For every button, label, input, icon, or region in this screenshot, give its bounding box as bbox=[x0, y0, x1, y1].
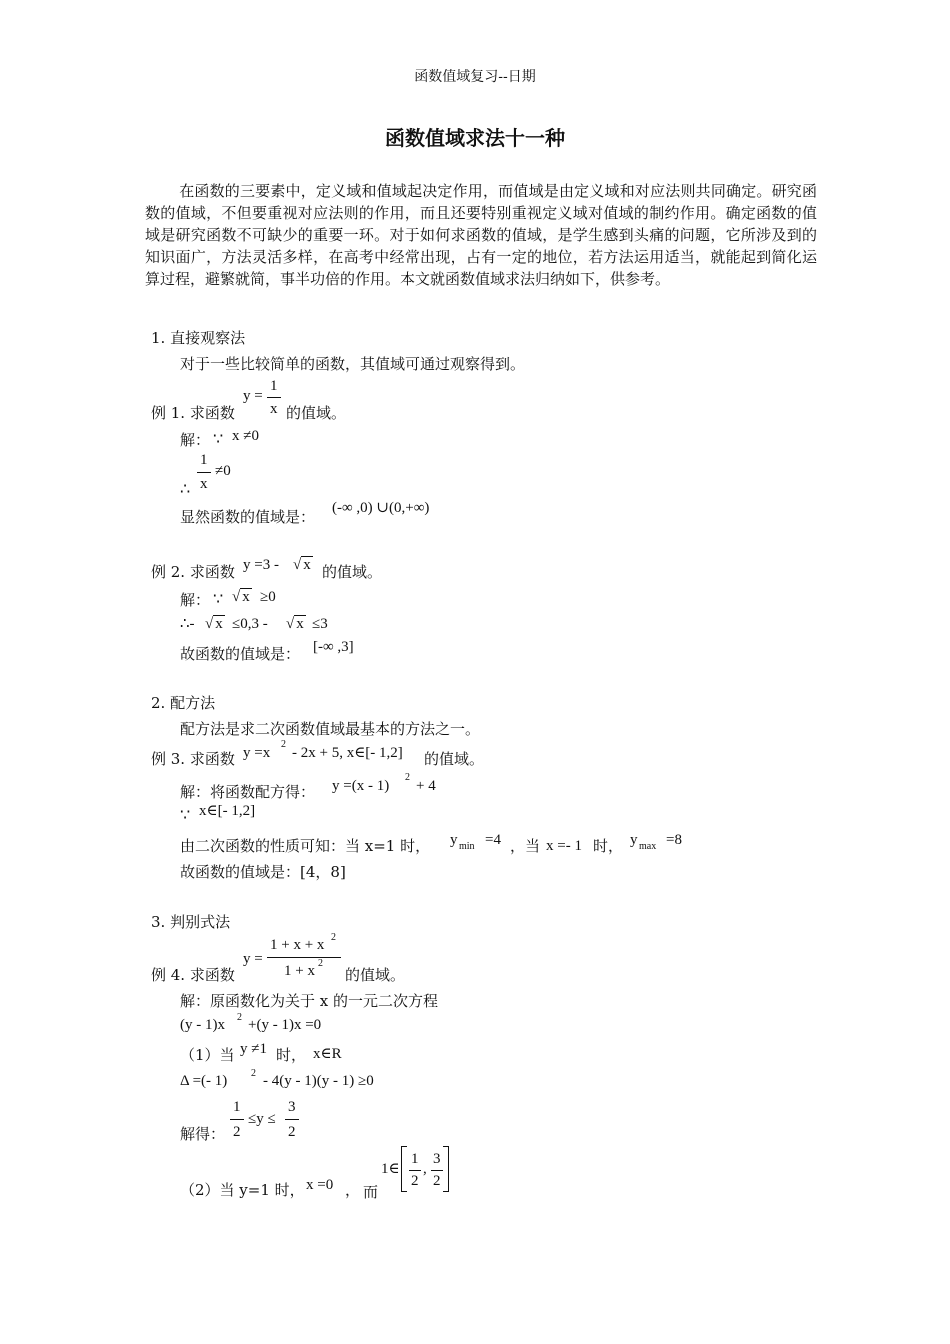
ex1-x-neq0: x ≠0 bbox=[232, 428, 259, 444]
ex4-den-square: 2 bbox=[318, 958, 323, 969]
ex1-y: y = bbox=[243, 388, 263, 404]
ex3-suffix: 的值域。 bbox=[424, 750, 485, 768]
ex2-result-label: 故函数的值域是： bbox=[180, 645, 301, 663]
ymax-value: =8 bbox=[666, 832, 682, 848]
section-1-desc: 对于一些比较简单的函数，其值域可通过观察得到。 bbox=[180, 355, 526, 373]
case1-when: 时， bbox=[276, 1046, 307, 1064]
ex4-solution-label: 解：原函数化为关于 x 的一元二次方程 bbox=[180, 992, 438, 1010]
ex2-sqrt: √ x bbox=[293, 557, 311, 573]
ex1-step2-neq: ≠0 bbox=[215, 463, 231, 479]
ex2-line3-c: ≤3 bbox=[312, 616, 328, 632]
delta-b: - 4(y - 1)(y - 1) ≥0 bbox=[263, 1073, 374, 1089]
therefore-symbol: ∴ bbox=[180, 479, 191, 498]
solve-den-2: 2 bbox=[288, 1124, 296, 1140]
ex3-line3-c: 时， bbox=[593, 837, 624, 855]
ymin-value: =4 bbox=[485, 832, 501, 848]
ex3-solution-formula-b: + 4 bbox=[416, 778, 436, 794]
interval-num-1: 1 bbox=[411, 1151, 419, 1167]
section-2-heading: 2. 配方法 bbox=[151, 694, 216, 712]
ymin-subscript: min bbox=[459, 841, 475, 852]
ex3-square: 2 bbox=[281, 739, 286, 750]
solve-num-1: 1 bbox=[233, 1099, 241, 1115]
ex4-eq-square: 2 bbox=[237, 1012, 242, 1023]
ex2-formula: y =3 - bbox=[243, 557, 279, 573]
ex2-sqrt-4: √ x bbox=[286, 616, 304, 632]
ex4-equation-a: (y - 1)x bbox=[180, 1017, 225, 1033]
ex1-suffix: 的值域。 bbox=[286, 404, 347, 422]
ex2-sqrt-2: √ x bbox=[232, 589, 250, 605]
case2-one-in: 1∈ bbox=[381, 1161, 400, 1177]
ymax-subscript: max bbox=[639, 841, 657, 852]
ex2-line3-b: ≤0,3 - bbox=[232, 616, 268, 632]
ex1-step2-num: 1 bbox=[200, 452, 208, 468]
ex3-formula-a: y =x bbox=[243, 745, 271, 761]
ex4-y: y = bbox=[243, 951, 263, 967]
interval-bar-2 bbox=[431, 1170, 443, 1171]
ex3-solution-formula-a: y =(x - 1) bbox=[332, 778, 390, 794]
case1-label: （1）当 bbox=[180, 1046, 235, 1064]
section-3-heading: 3. 判别式法 bbox=[151, 913, 231, 931]
page-header: 函数值域复习--日期 bbox=[414, 69, 536, 85]
because-symbol-3: ∵ bbox=[180, 805, 191, 824]
ex3-solution-label: 解：将函数配方得： bbox=[180, 783, 316, 801]
case2-label: （2）当 y=1 时， bbox=[180, 1181, 305, 1199]
ex4-equation-b: +(y - 1)x =0 bbox=[248, 1017, 322, 1033]
delta-a: Δ =(- 1) bbox=[180, 1073, 228, 1089]
case2-and: 而 bbox=[363, 1183, 379, 1201]
solve-bar-1 bbox=[230, 1119, 244, 1120]
ex2-line3-a: ∴- bbox=[180, 616, 195, 632]
ex1-denominator: x bbox=[270, 401, 278, 417]
ex2-sqrt-3: √ x bbox=[205, 616, 223, 632]
section-1-heading: 1. 直接观察法 bbox=[151, 329, 246, 347]
ex4-numerator: 1 + x + x bbox=[270, 937, 325, 953]
ex2-solution-label: 解： bbox=[180, 591, 211, 609]
interval-right-bracket bbox=[443, 1146, 449, 1192]
ex4-fraction-bar bbox=[267, 957, 341, 958]
interval-num-2: 3 bbox=[433, 1151, 441, 1167]
ex1-numerator: 1 bbox=[270, 378, 278, 394]
ex2-label: 例 2. 求函数 bbox=[151, 563, 235, 581]
solve-bar-2 bbox=[285, 1119, 299, 1120]
ex1-step2-bar bbox=[197, 472, 211, 473]
ex1-result: (-∞ ,0) ∪(0,+∞) bbox=[332, 500, 430, 516]
ex1-solution-label: 解： bbox=[180, 431, 211, 449]
ex2-geq0: ≥0 bbox=[260, 589, 276, 605]
ex4-denominator: 1 + x bbox=[284, 963, 315, 979]
solve-inequality: ≤y ≤ bbox=[248, 1111, 276, 1127]
solve-den-1: 2 bbox=[233, 1124, 241, 1140]
interval-left-bracket bbox=[401, 1146, 407, 1192]
because-symbol: ∵ bbox=[213, 429, 224, 448]
interval-den-1: 2 bbox=[411, 1173, 419, 1189]
case2-comma: ， bbox=[345, 1181, 361, 1199]
ex1-fraction-bar bbox=[267, 397, 281, 398]
interval-bar-1 bbox=[409, 1170, 421, 1171]
intro-paragraph: 在函数的三要素中，定义域和值域起决定作用，而值域是由定义域和对应法则共同确定。研究函数的值域，不但要重视对应法则的作用，而且还要特别重视定义域对值域的制约作用。确定函数的值域是研究函数不可缺少的重要一环。对于如何求函数的值域，是学生感到头痛的问题，它所涉及到的知识面广，方法灵活多样，在高考中经常出现，占有一定的地位，若方法运用适当，就能起到简化运算过程，避繁就简，事半功倍的作用。本文就函数值域求法归纳如下，供参考。 bbox=[145, 182, 817, 288]
ex3-label: 例 3. 求函数 bbox=[151, 750, 235, 768]
case1-x-real: x∈R bbox=[313, 1046, 342, 1062]
interval-comma: , bbox=[423, 1161, 427, 1177]
ex3-solution-square: 2 bbox=[405, 772, 410, 783]
ymax-y: y bbox=[630, 832, 638, 848]
ex1-label: 例 1. 求函数 bbox=[151, 404, 235, 422]
ex4-num-square: 2 bbox=[331, 932, 336, 943]
case2-x-eq0: x =0 bbox=[306, 1177, 334, 1193]
ex2-suffix: 的值域。 bbox=[322, 563, 383, 581]
case1-y-neq1: y ≠1 bbox=[240, 1041, 267, 1057]
ex3-x-eq: x =- 1 bbox=[546, 838, 582, 854]
ex2-result: [-∞ ,3] bbox=[313, 639, 354, 655]
solve-label: 解得： bbox=[180, 1125, 226, 1143]
ex3-formula-b: - 2x + 5, x∈[- 1,2] bbox=[292, 745, 403, 761]
ex3-line3-b: ，当 bbox=[510, 837, 541, 855]
ex4-suffix: 的值域。 bbox=[345, 966, 406, 984]
ex3-line3-a: 由二次函数的性质可知：当 x=1 时， bbox=[180, 837, 431, 855]
ex3-result: 故函数的值域是：[4，8] bbox=[180, 863, 346, 881]
because-symbol-2: ∵ bbox=[213, 589, 224, 608]
section-2-desc: 配方法是求二次函数值域最基本的方法之一。 bbox=[180, 720, 481, 738]
ymin-y: y bbox=[450, 832, 458, 848]
interval-den-2: 2 bbox=[433, 1173, 441, 1189]
delta-square: 2 bbox=[251, 1068, 256, 1079]
ex4-label: 例 4. 求函数 bbox=[151, 966, 235, 984]
solve-num-2: 3 bbox=[288, 1099, 296, 1115]
page-title: 函数值域求法十一种 bbox=[385, 126, 565, 150]
ex1-result-label: 显然函数的值域是： bbox=[180, 508, 316, 526]
ex1-step2-den: x bbox=[200, 476, 208, 492]
ex3-domain: x∈[- 1,2] bbox=[199, 803, 256, 819]
